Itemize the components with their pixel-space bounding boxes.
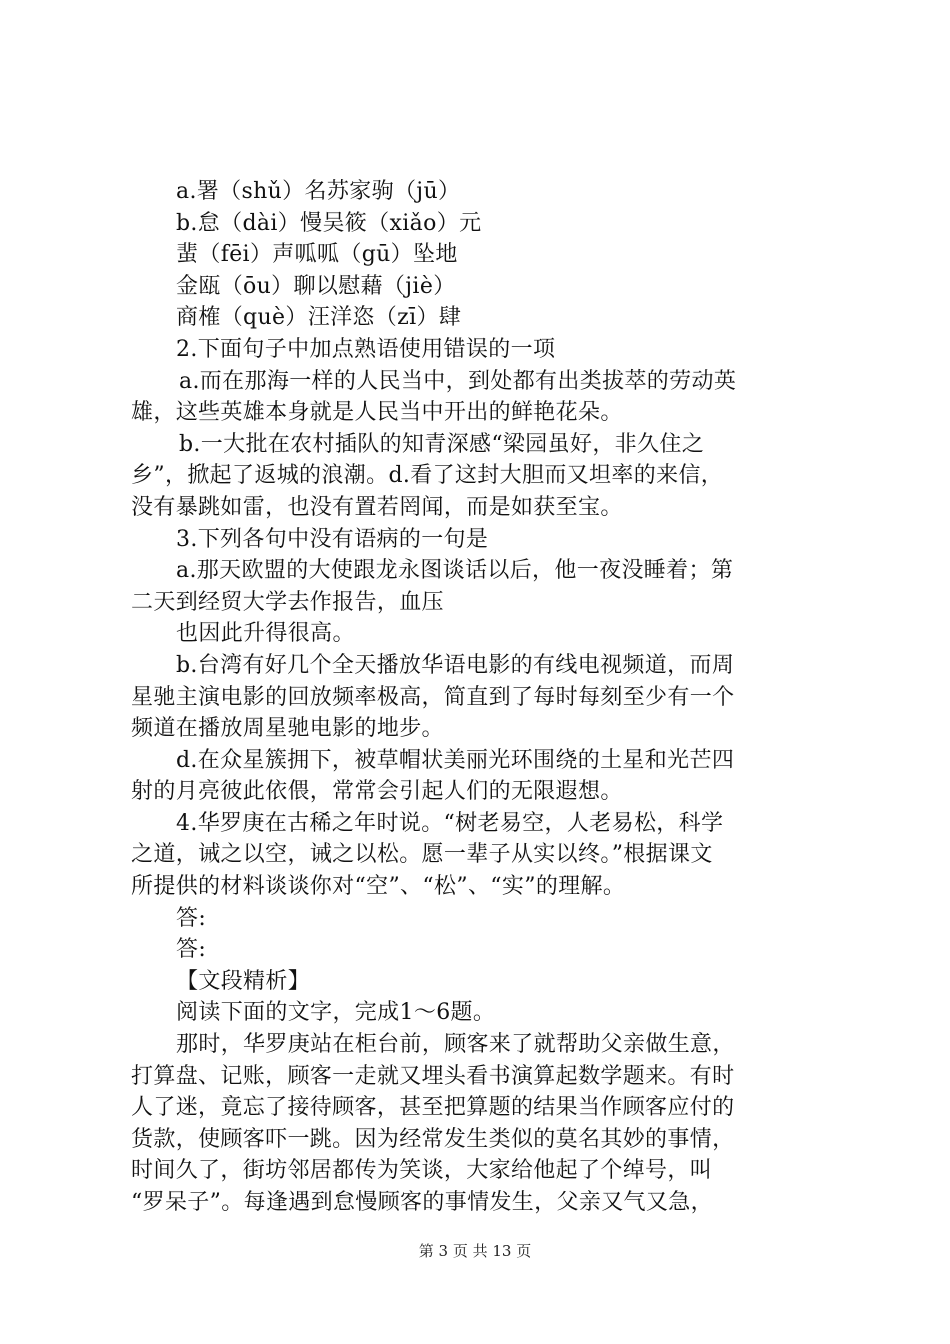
text-line: 商榷（què）汪洋恣（zī）肆 [176,305,462,331]
text-line: 打算盘、记账，顾客一走就又埋头看书演算起数学题来。有时 [131,1063,735,1089]
text-line: 那时，华罗庚站在柜台前，顾客来了就帮助父亲做生意， [176,1032,735,1058]
text-line: 人了迷，竟忘了接待顾客，甚至把算题的结果当作顾客应付的 [131,1095,735,1121]
text-line: 所提供的材料谈谈你对“空”、“松”、“实”的理解。 [131,874,626,900]
question-heading: 2.下面句子中加点熟语使用错误的一项 [176,336,556,362]
text-line: 射的月亮彼此依偎，常常会引起人们的无限遐想。 [131,779,623,805]
text-line: 乡”，掀起了返城的浪潮。d.看了这封大胆而又坦率的来信， [131,463,724,489]
text-line: 频道在播放周星驰电影的地步。 [131,716,444,742]
text-line: a.那天欧盟的大使跟龙永图谈话以后，他一夜没睡着；第 [176,558,734,584]
question-heading: 3.下列各句中没有语病的一句是 [176,526,489,552]
text-line: 阅读下面的文字，完成1～6题。 [176,1000,496,1026]
text-line: a.而在那海一样的人民当中，到处都有出类拔萃的劳动英 [179,368,737,394]
answer-label: 答: [176,905,207,931]
text-line: 蜚（fēi）声呱呱（gū）坠地 [176,242,458,268]
question-heading: 4.华罗庚在古稀之年时说。“树老易空，人老易松，科学 [176,810,724,836]
answer-label: 答: [176,937,207,963]
text-line: b.台湾有好几个全天播放华语电影的有线电视频道，而周 [176,652,735,678]
text-line: 雄，这些英雄本身就是人民当中开出的鲜艳花朵。 [131,400,623,426]
text-line: 之道，诫之以空，诫之以松。愿一辈子从实以终。”根据课文 [131,842,713,868]
text-line: 星驰主演电影的回放频率极高，简直到了每时每刻至少有一个 [131,684,735,710]
text-line: b.怠（dài）慢吴筱（xiǎo）元 [176,210,482,236]
text-line: a.署（shǔ）名苏家驹（jū） [176,179,461,204]
text-line: 二天到经贸大学去作报告，血压 [131,589,444,615]
text-line: “罗呆子”。每逢遇到怠慢顾客的事情发生，父亲又气又急， [131,1190,713,1215]
section-heading: 【文段精析】 [176,968,311,994]
text-line: 金瓯（ōu）聊以慰藉（jiè） [176,273,456,299]
text-line: 也因此升得很高。 [176,621,355,647]
page-number-footer: 第 3 页 共 13 页 [418,1242,532,1260]
text-line: d.在众星簇拥下，被草帽状美丽光环围绕的土星和光芒四 [176,747,735,773]
text-line: 货款，使顾客吓一跳。因为经常发生类似的莫名其妙的事情， [131,1126,735,1152]
text-line: 时间久了，街坊邻居都传为笑谈，大家给他起了个绰号，叫 [131,1158,713,1184]
document-body [131,176,831,1219]
text-line: b.一大批在农村插队的知青深感“梁园虽好，非久住之 [179,431,705,457]
text-line: 没有暴跳如雷，也没有置若罔闻，而是如获至宝。 [131,494,623,520]
